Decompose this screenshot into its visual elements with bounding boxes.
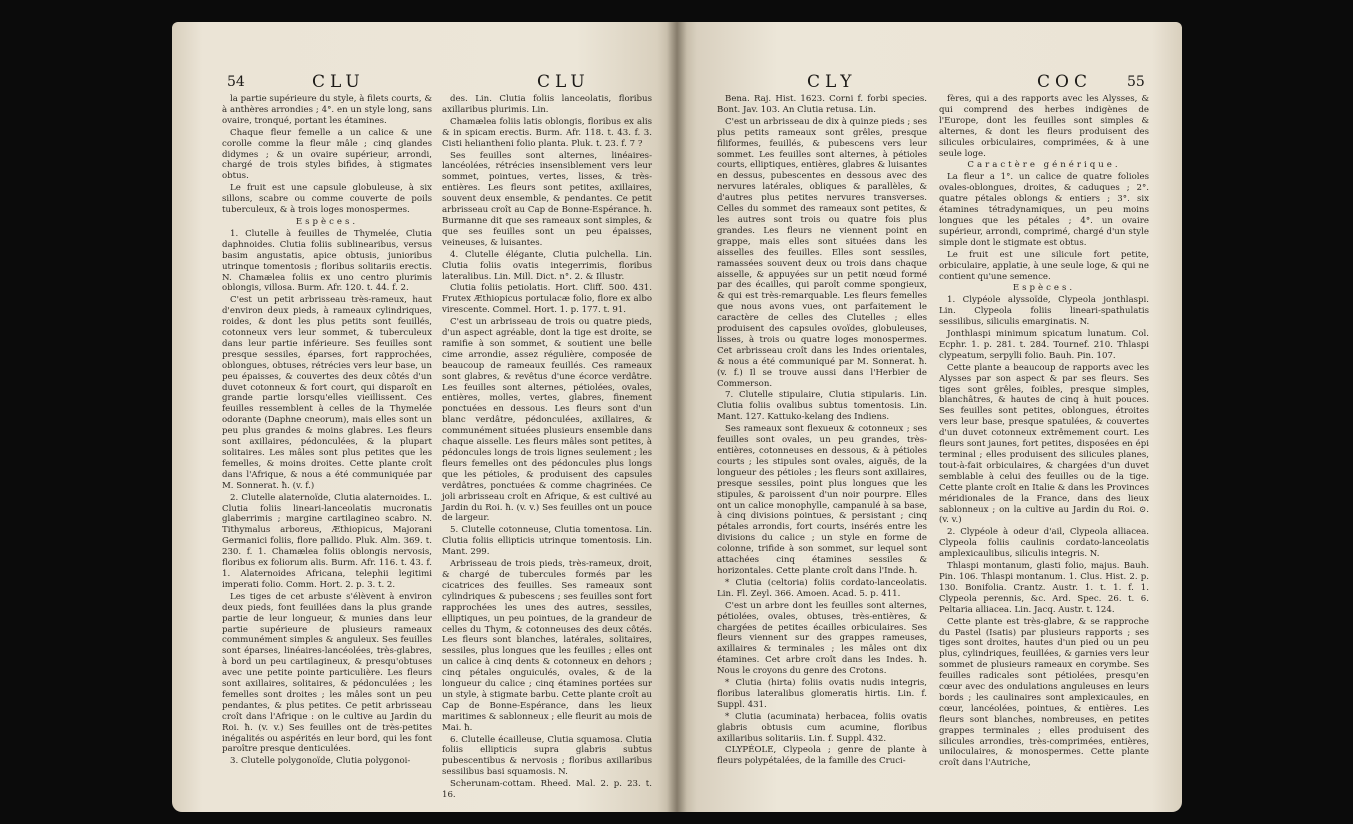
paragraph: 1. Clutelle à feuilles de Thymelée, Clutia daphnoides. Clutia foliis sublinearibus, versus basim angustatis, apice obtusis, junioribus utrinque tomentosis ; floribus solitariis erectis. N. Chamælea foliis ex uno centro plurimis oblongis, villosa. Burm. Afr. 120. t. 44. f. 2. <box>222 228 432 294</box>
paragraph: 6. Clutelle écailleuse, Clutia squamosa. Clutia foliis ellipticis supra glabris subtus pubescentibus & nervosis ; floribus axillaribus sessilibus basi squamosis. N. <box>442 734 652 778</box>
paragraph: Chamælea foliis latis oblongis, floribus ex alis & in spicam erectis. Burm. Afr. 118. t. 43. f. 3. Cisti heliantheni folio planta. Pluk. t. 23. f. 7 ? <box>442 116 652 149</box>
paragraph: Ses rameaux sont flexueux & cotonneux ; ses feuilles sont ovales, un peu grandes, très-entières, cotonneuses en dessous, & à pétioles courts ; les stipules sont ovales, aiguës, de la longueur des pétioles ; les fleurs sont axillaires, presque sessiles, point plus longues que les stipules, & paroissent d'un noir pourpre. Elles ont un calice monophylle, campanulé à sa base, à cinq divisions pointues, & persistant ; cinq pétales arrondis, fort courts, insérés entre les divisions du calice ; un style en forme de colonne, trifide à son sommet, sur lequel sont attachées cinq étamines sessiles & horizontales. Cette plante croît dans l'Inde. ħ. <box>717 424 927 576</box>
section-heading: Espèces. <box>295 216 359 227</box>
paragraph: Les tiges de cet arbuste s'élèvent à environ deux pieds, font feuillées dans la plus grande partie de leur longueur, & munies dans leur partie supérieure de plusieurs rameaux communément simples & anguleux. Ses feuilles sont éparses, linéaires-lancéolées, très-glabres, à bord un peu cartilagineux, & presqu'obtuses avec une petite pointe particulière. Les fleurs sont axillaires, solitaires, & pédonculées ; les femelles sont droites ; les mâles sont un peu pendantes, & plus petites. Ce petit arbrisseau croît dans l'Afrique : on le cultive au Jardin du Roi. ħ. (v. v.) Ses feuilles ont de très-petites inégalités ou aspérités en leur bord, qui les font paroître presque denticulées. <box>222 591 432 755</box>
running-head-right-2: COC <box>1037 72 1092 92</box>
paragraph: des. Lin. Clutia foliis lanceolatis, floribus axillaribus plurimis. Lin. <box>442 94 652 115</box>
paragraph: Ses feuilles sont alternes, linéaires-lancéolées, rétrécies insensiblement vers leur sommet, pointues, vertes, lisses, & très-entières. Les fleurs sont petites, axillaires, souvent deux ensemble, & pendantes. Ce petit arbrisseau croît au Cap de Bonne-Espérance. ħ. Burmanne dit que ses rameaux sont simples, & que ses feuilles sont un peu épaisses, veineuses, & luisantes. <box>442 150 652 248</box>
paragraph: C'est un arbrisseau de trois ou quatre pieds, d'un aspect agréable, dont la tige est droite, se ramifie à son sommet, & soutient une belle cime arrondie, assez régulière, composée de beaucoup de rameaux feuillés. Ces rameaux sont glabres, & revêtus d'une écorce verdâtre. Les feuilles sont alternes, pétiolées, ovales, entières, molles, vertes, glabres, finement ponctuées en dessous. Les fleurs sont d'un blanc verdâtre, pédonculées, axillaires, & communément situées plusieurs ensemble dans chaque aisselle. Les fleurs mâles sont petites, à pédoncules longs de trois lignes seulement ; les fleurs femelles ont des pédoncules plus longs que les pétioles, & produisent des capsules verdâtres, ponctuées & comme chagrinées. Ce joli arbrisseau croît en Afrique, & est cultivé au Jardin du Roi. ħ. (v. v.) Ses feuilles ont un pouce de largeur. <box>442 317 652 524</box>
page-number-left: 54 <box>227 74 245 90</box>
paragraph: Jonthlaspi minimum spicatum lunatum. Col. Ecphr. 1. p. 281. t. 284. Tournef. 210. Thlaspi clypeatum, serpylli folio. Bauh. Pin. 107. <box>939 329 1149 361</box>
paragraph: Thlaspi montanum, glasti folio, majus. Bauh. Pin. 106. Thlaspi montanum. 1. Clus. Hist. 2. p. 130. Bonifolia. Crantz. Austr. 1. t. 1. f. 1. Clypeola perennis, &c. Ard. Spec. 26. t. 6. Peltaria alliacea. Lin. Jacq. Austr. t. 124. <box>939 561 1149 615</box>
right-column-2 <box>939 94 1149 770</box>
paragraph: fères, qui a des rapports avec les Alysses, & qui comprend des herbes indigènes de l'Europe, dont les feuilles sont simples & alternes, & dont les fleurs produisent des silicules orbiculaires, comprimées, & à une seule loge. <box>939 94 1149 159</box>
paragraph: * Clutia (celtoria) foliis cordato-lanceolatis. Lin. Fl. Zeyl. 366. Amoen. Acad. 5. p. 411. <box>717 577 927 599</box>
paragraph: Bena. Raj. Hist. 1623. Corni f. forbi species. Bont. Jav. 103. An Clutia retusa. Lin. <box>717 94 927 115</box>
paragraph: Cette plante a beaucoup de rapports avec les Alysses par son aspect & par ses fleurs. Ses tiges sont grêles, foibles, presque simples, blanchâtres, & hautes de cinq à huit pouces. Ses feuilles sont petites, oblongues, étroites vers leur base, presque spatulées, & couvertes d'un duvet cotonneux extrêmement court. Les fleurs sont jaunes, fort petites, disposées en épi terminal ; elles produisent des silicules planes, tout-à-fait orbiculaires, & chargées d'un duvet semblable à celui des feuilles ou de la tige. Cette plante croît en Italie & dans les Provinces méridionales de la France, dans des lieux sablonneux ; on la cultive au Jardin du Roi. ⊙. (v. v.) <box>939 362 1149 526</box>
paragraph: C'est un arbre dont les feuilles sont alternes, pétiolées, ovales, obtuses, très-entières, & chargées de petites écailles orbiculaires. Ses fleurs viennent sur des grappes rameuses, axillaires & terminales ; les mâles ont dix étamines. Cet arbre croît dans les Indes. ħ. Nous le croyons du genre des Crotons. <box>717 600 927 677</box>
right-page <box>677 22 1182 812</box>
left-column-2 <box>442 94 652 802</box>
paragraph: Scherunam-cottam. Rheed. Mal. 2. p. 23. t. 16. <box>442 779 652 801</box>
section-heading: Espèces. <box>1012 283 1076 294</box>
paragraph: Arbrisseau de trois pieds, très-rameux, droit, & chargé de tubercules formés par les cicatrices des feuilles. Ses rameaux sont cylindriques & pubescens ; ses feuilles sont fort rapprochées les unes des autres, sessiles, elliptiques, un peu pointues, de la grandeur de celles du Thym, & cotonneuses des deux côtés. Les fleurs sont blanches, latérales, solitaires, sessiles, plus longues que les feuilles ; elles ont un calice à cinq dents & cotonneux en dehors ; cinq pétales onguiculés, ovales, & de la longueur du calice ; cinq étamines portées sur un style, à stigmate barbu. Cette plante croît au Cap de Bonne-Espérance, dans les lieux maritimes & sablonneux ; elle fleurit au mois de Mai. ħ. <box>442 559 652 733</box>
paragraph: 2. Clutelle alaternoïde, Clutia alaternoides. L. Clutia foliis lineari-lanceolatis mucronatis glaberrimis ; margine cartilagineo scabro. N. Tithymalus arboreus, Æthiopicus, Majorani Germanici foliis, flore pallido. Pluk. Alm. 369. t. 230. f. 1. Chamælea foliis oblongis nervosis, floribus ex foliorum alis. Burm. Afr. 116. t. 43. f. 1. Alaternoides Africana, telephii legitimi imperati folio. Comm. Hort. 2. p. 3. t. 2. <box>222 492 432 590</box>
paragraph: Chaque fleur femelle a un calice & une corolle comme la fleur mâle ; cinq glandes didymes ; & un ovaire supérieur, arrondi, chargé de trois styles bifides, à stigmates obtus. <box>222 127 432 182</box>
open-book <box>172 22 1182 812</box>
section-heading: Caractère générique. <box>967 160 1121 171</box>
paragraph: CLYPÉOLE, Clypeola ; genre de plante à fleurs polypétalées, de la famille des Cruci- <box>717 745 927 767</box>
paragraph: C'est un petit arbrisseau très-rameux, haut d'environ deux pieds, à rameaux cylindriques, roides, & dont les plus petits sont feuillés, cotonneux vers leur sommet, & tuberculeux dans leur partie inférieure. Ses feuilles sont presque sessiles, éparses, fort rapprochées, oblongues, obtuses, rétrécies vers leur base, un peu épaisses, & couvertes des deux côtés d'un duvet cotonneux & fort court, qui disparoît en grande partie lorsqu'elles vieillissent. Ces feuilles ressemblent à celles de la Thymelée odorante (Daphne cneorum), mais elles sont un peu plus grandes & moins glabres. Les fleurs sont axillaires, pédonculées, & la plupart solitaires. Les mâles sont plus petites que les femelles, & moins droites. Cette plante croît dans l'Afrique, & nous a été communiquée par M. Sonnerat. ħ. (v. f.) <box>222 295 432 491</box>
running-head-left-2: CLU <box>537 72 590 92</box>
paragraph: La fleur a 1°. un calice de quatre folioles ovales-oblongues, droites, & caduques ; 2°. quatre pétales oblongs & entiers ; 3°. six étamines tétradynamiques, un peu moins longues que les pétales ; 4°. un ovaire supérieur, arrondi, comprimé, chargé d'un style simple dont le stigmate est obtus. <box>939 172 1149 248</box>
paragraph: Clutia foliis petiolatis. Hort. Cliff. 500. 431. Frutex Æthiopicus portulacæ folio, flore ex albo virescente. Commel. Hort. 1. p. 177. t. 91. <box>442 283 652 316</box>
page-number-right: 55 <box>1127 74 1145 90</box>
book-gutter <box>667 22 687 812</box>
right-column-1 <box>717 94 927 768</box>
running-head-left: CLU <box>312 72 365 92</box>
paragraph: 1. Clypéole alyssoïde, Clypeola jonthlaspi. Lin. Clypeola foliis lineari-spathulatis sessilibus, siliculis emarginatis. N. <box>939 295 1149 328</box>
paragraph: 4. Clutelle élégante, Clutia pulchella. Lin. Clutia foliis ovatis integerrimis, floribus lateralibus. Lin. Mill. Dict. n°. 2. & Illustr. <box>442 249 652 282</box>
paragraph: * Clutia (hirta) foliis ovatis nudis integris, floribus lateralibus glomeratis hirtis. Lin. f. Suppl. 431. <box>717 678 927 710</box>
left-page <box>172 22 677 812</box>
paragraph: * Clutia (acuminata) herbacea, foliis ovatis glabris obtusis cum acumine, floribus axillaribus solitariis. Lin. f. Suppl. 432. <box>717 711 927 744</box>
left-column-1 <box>222 94 432 768</box>
paragraph: Le fruit est une silicule fort petite, orbiculaire, applatie, à une seule loge, & qui ne contient qu'une semence. <box>939 249 1149 282</box>
paragraph: 3. Clutelle polygonoïde, Clutia polygonoi- <box>230 756 411 767</box>
paragraph: 5. Clutelle cotonneuse, Clutia tomentosa. Lin. Clutia foliis ellipticis utrinque tomentosis. Lin. Mant. 299. <box>442 525 652 558</box>
paragraph: 7. Clutelle stipulaire, Clutia stipularis. Lin. Clutia foliis ovalibus subtus tomentosis. Lin. Mant. 127. Kattuko-kelang des Indiens. <box>717 390 927 423</box>
paragraph: C'est un arbrisseau de dix à quinze pieds ; ses plus petits rameaux sont grêles, presque filiformes, feuillés, & pubescens vers leur sommet. Les feuilles sont alternes, à pétioles courts, elliptiques, entières, glabres & luisantes en dessus, pubescentes en dessous avec des nervures latérales, obliques & parallèles, & d'autres plus petites nervures transverses. Celles du sommet des rameaux sont petites, & les autres sont trois ou quatre fois plus grandes. Les fleurs ne viennent point en grappe, mais elles sont situées dans les aisselles des feuilles. Elles sont sessiles, ramassées souvent deux ou trois dans chaque aisselle, & appuyées sur un petit nœud formé par des écailles, qui paroît comme spongieux, & qui est très-remarquable. Les fleurs femelles que nous avons vues, ont parfaitement le caractère de celles des Clutelles ; elles produisent des capsules ovoïdes, globuleuses, lisses, à trois ou quatre loges monospermes. Cet arbrisseau croît dans les Indes orientales, & nous a été communiqué par M. Sonnerat. ħ. (v. f.) Il se trouve aussi dans l'Herbier de Commerson. <box>717 116 927 389</box>
paragraph: la partie supérieure du style, à filets courts, & à anthères arrondies ; 4°. en un style long, sans ovaire, tronqué, portant les étamines. <box>222 94 432 126</box>
running-head-right: CLY <box>807 72 857 92</box>
paragraph: Le fruit est une capsule globuleuse, à six sillons, scabre ou comme couverte de poils tuberculeux, & à trois loges monospermes. <box>222 183 432 216</box>
paragraph: 2. Clypéole à odeur d'ail, Clypeola alliacea. Clypeola foliis caulinis cordato-lanceolatis amplexicaulibus, siliculis integris. N. <box>939 527 1149 560</box>
paragraph: Cette plante est très-glabre, & se rapproche du Pastel (Isatis) par plusieurs rapports ; ses tiges sont droites, hautes d'un pied ou un peu plus, cylindriques, feuillées, & garnies vers leur sommet de plusieurs rameaux en corymbe. Ses feuilles radicales sont pétiolées, presqu'en cœur avec des ondulations anguleuses en leurs bords ; les caulinaires sont amplexicaules, en cœur, lancéolées, pointues, & entières. Les fleurs sont blanches, nombreuses, en petites grappes terminales ; elles produisent des silicules arrondies, très-comprimées, entières, uniloculaires, & monospermes. Cette plante croît dans l'Autriche, <box>939 616 1149 769</box>
